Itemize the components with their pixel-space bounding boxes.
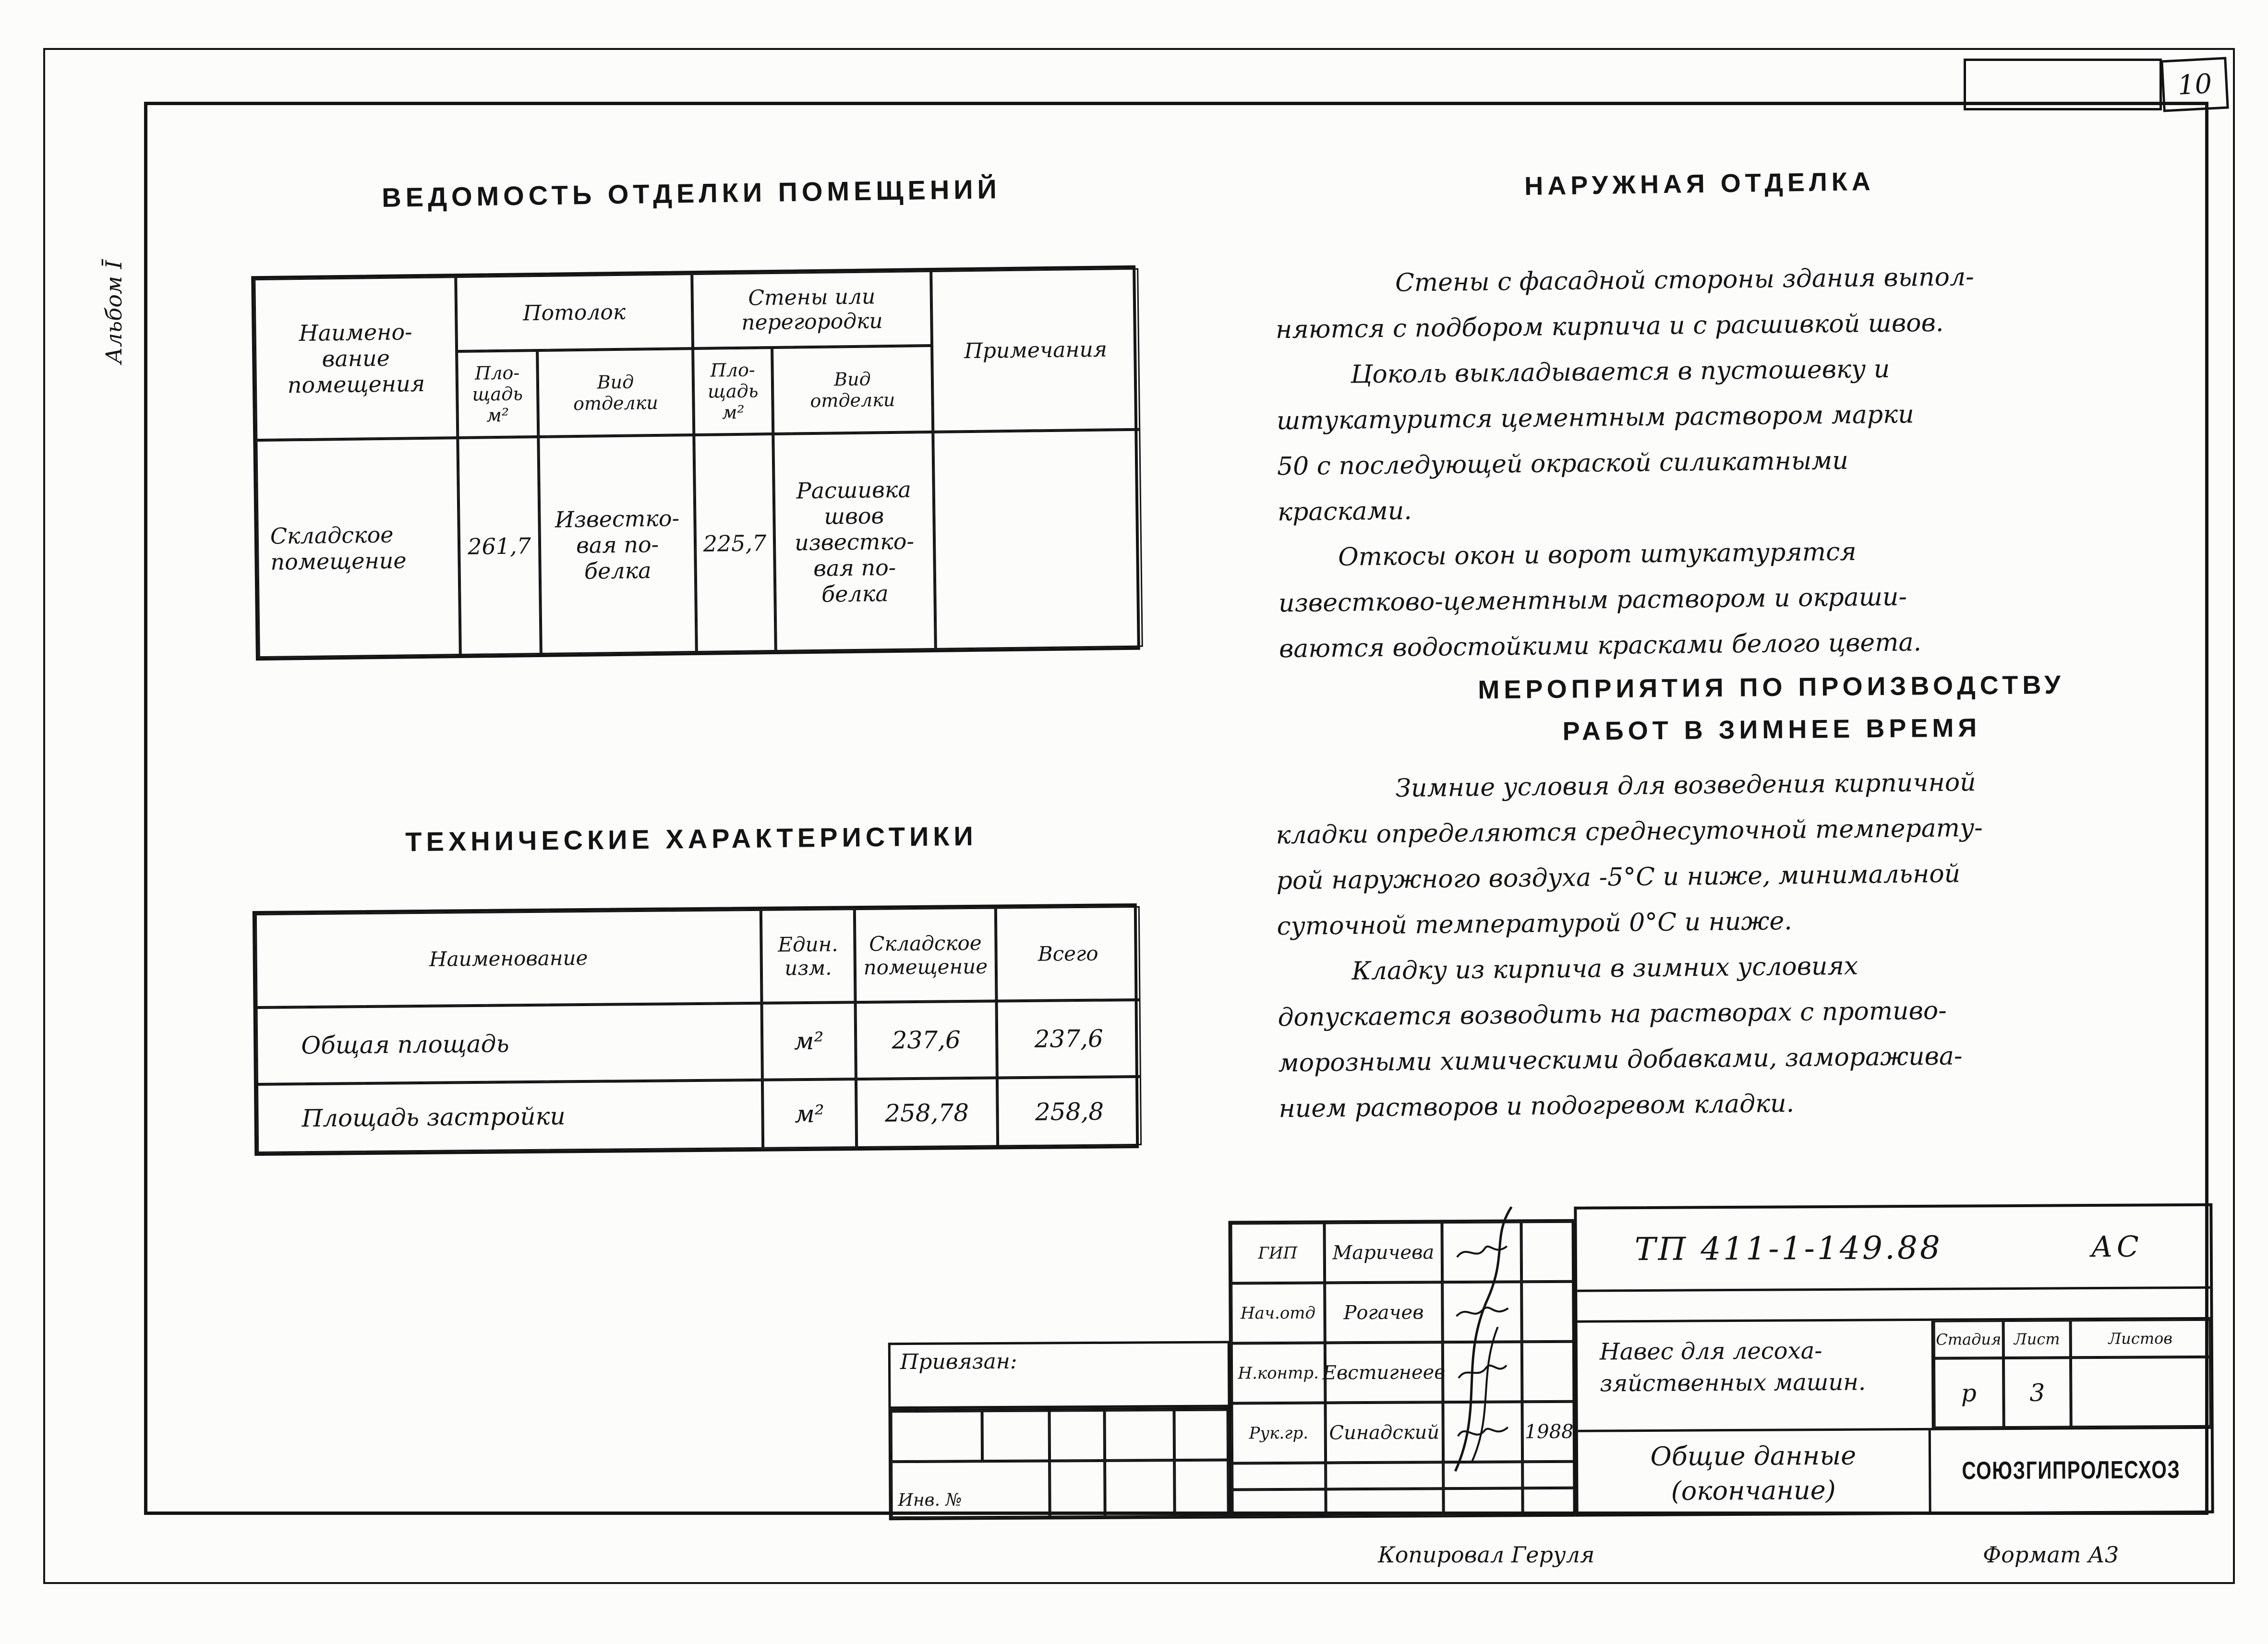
empty-band xyxy=(1577,1289,2210,1323)
tech-header-room: Складское помещение xyxy=(855,908,997,1003)
empty-cell xyxy=(1050,1410,1105,1461)
empty-cell xyxy=(1050,1461,1105,1517)
empty-cell xyxy=(1105,1460,1175,1517)
text-line: Откосы окон и ворот штукатурятся xyxy=(1338,537,1857,572)
text-line: Кладку из кирпича в зимних условиях xyxy=(1351,951,1858,986)
stage-label: Стадия xyxy=(1934,1320,2003,1358)
signer-name: Синадский xyxy=(1325,1402,1443,1463)
document-number-row xyxy=(1577,1206,2210,1292)
empty-cell xyxy=(982,1410,1050,1461)
object-name-line2: зяйственных машин. xyxy=(1600,1368,1866,1397)
empty-cell xyxy=(1105,1410,1175,1461)
text-line: известково-цементным раствором и окраши- xyxy=(1278,582,1907,618)
tech-row-name: Общая площадь xyxy=(256,1003,762,1084)
signer-name: Рогачев xyxy=(1325,1282,1443,1343)
signer-role: Нач.отд xyxy=(1231,1283,1325,1343)
finish-schedule-table xyxy=(251,265,1140,660)
tech-header-total: Всего xyxy=(996,906,1141,1001)
tech-table-title: ТЕХНИЧЕСКИЕ ХАРАКТЕРИСТИКИ xyxy=(405,820,978,857)
subheader-walls-area: Пло- щадь м² xyxy=(693,348,773,435)
inventory-number-label: Инв. № xyxy=(898,1490,962,1511)
winter-works-title-line2: РАБОТ В ЗИМНЕЕ ВРЕМЯ xyxy=(1562,713,1981,746)
row-ceiling-area: 261,7 xyxy=(458,437,541,655)
sheet-value: 3 xyxy=(2003,1357,2071,1428)
signature-strike-icon xyxy=(1425,1202,1551,1481)
organization-cell xyxy=(1930,1429,2211,1512)
object-name-line1: Навес для лесоха- xyxy=(1599,1337,1822,1366)
signer-role: Н.контр. xyxy=(1231,1343,1326,1403)
sheet-label: Лист xyxy=(2003,1320,2071,1358)
tech-row-room-value: 258,78 xyxy=(856,1078,998,1148)
text-line: суточной температурой 0°С и ниже. xyxy=(1277,907,1793,941)
tech-row-total-value: 258,8 xyxy=(997,1077,1142,1147)
sheet-title-row xyxy=(1578,1429,2211,1514)
col-header-notes: Примечания xyxy=(931,268,1140,432)
text-line: морозными химическими добавками, заморажива- xyxy=(1278,1042,1963,1078)
exterior-finish-title: НАРУЖНАЯ ОТДЕЛКА xyxy=(1524,167,1875,201)
tech-row-room-value: 237,6 xyxy=(856,1001,997,1080)
finish-table-title: ВЕДОМОСТЬ ОТДЕЛКИ ПОМЕЩЕНИЙ xyxy=(381,174,1001,213)
header-box-empty xyxy=(1964,59,2162,110)
text-line: Зимние условия для возведения кирпичной xyxy=(1395,768,1976,803)
drawing-set-mark: АС xyxy=(2091,1230,2143,1264)
text-line: 50 с последующей окраской силикатными xyxy=(1277,446,1849,481)
object-name xyxy=(1578,1321,1934,1430)
empty-cell xyxy=(1326,1488,1443,1515)
col-header-room: Наимено- вание помещения xyxy=(254,276,458,440)
row-ceiling-kind: Известко- вая по- белка xyxy=(538,435,697,654)
row-walls-area: 225,7 xyxy=(694,434,776,652)
empty-cell xyxy=(1326,1462,1443,1489)
col-header-ceiling: Потолок xyxy=(456,274,693,351)
text-line: красками. xyxy=(1277,496,1412,527)
text-line: штукатурится цементным раствором марки xyxy=(1276,400,1914,436)
tech-header-unit: Един. изм. xyxy=(761,909,856,1003)
text-line: Стены с фасадной стороны здания выпол- xyxy=(1395,263,1974,298)
sheet-number: 10 xyxy=(2177,68,2213,101)
winter-works-title xyxy=(1440,663,2103,754)
object-and-stage-row xyxy=(1578,1320,2211,1432)
sheet-title-line2: (окончание) xyxy=(1671,1475,1836,1506)
sheets-label: Листов xyxy=(2071,1320,2210,1358)
tech-characteristics-table xyxy=(253,903,1139,1156)
sheet-title xyxy=(1578,1430,1931,1514)
organization-name: СОЮЗГИПРОЛЕСХОЗ xyxy=(1961,1456,2181,1485)
text-line: нием растворов и подогревом кладки. xyxy=(1279,1089,1795,1124)
text-line: Цоколь выкладывается в пустошевку и xyxy=(1350,354,1890,389)
sheet-title-line1: Общие данные xyxy=(1650,1440,1857,1472)
empty-cell xyxy=(1443,1488,1522,1515)
text-line: допускается возводить на растворах с противо- xyxy=(1278,996,1947,1032)
signer-name: Маричева xyxy=(1324,1222,1442,1283)
col-header-walls: Стены или перегородки xyxy=(692,271,932,348)
empty-cell xyxy=(891,1411,983,1462)
title-block-right-panel xyxy=(1574,1203,2214,1517)
empty-cell xyxy=(1232,1489,1326,1516)
row-notes xyxy=(933,430,1143,649)
copied-by-note: Копировал Геруля xyxy=(1378,1542,1595,1568)
tech-header-name: Наименование xyxy=(255,910,762,1008)
empty-cell xyxy=(1174,1460,1229,1517)
winter-works-title-line1: МЕРОПРИЯТИЯ ПО ПРОИЗВОДСТВУ xyxy=(1478,670,2065,705)
subheader-ceiling-kind: Вид отделки xyxy=(537,348,694,437)
empty-cell xyxy=(1232,1463,1326,1489)
tech-row-unit: м² xyxy=(762,1079,857,1149)
stage-value: р xyxy=(1934,1358,2004,1428)
attachment-grid xyxy=(888,1407,1231,1520)
sheets-value xyxy=(2071,1357,2211,1428)
signature-year: 1988 xyxy=(1522,1402,1576,1462)
text-line: рой наружного воздуха -5°С и ниже, минимальной xyxy=(1276,859,1961,896)
signer-role: Рук.гр. xyxy=(1231,1403,1326,1463)
winter-works-text xyxy=(1275,757,2220,1132)
row-walls-kind: Расшивка швов известко- вая по- белка xyxy=(773,432,936,651)
tech-row-total-value: 237,6 xyxy=(997,1000,1141,1078)
text-line: няются с подбором кирпича и с расшивкой швов. xyxy=(1275,308,1944,345)
subheader-ceiling-area: Пло- щадь м² xyxy=(457,350,538,438)
exterior-finish-text xyxy=(1275,252,2220,672)
signer-role: ГИП xyxy=(1231,1223,1325,1283)
sheet-number-box xyxy=(2160,57,2229,112)
document-number: ТП 411-1-149.88 xyxy=(1634,1229,1943,1268)
title-block xyxy=(887,1203,2214,1520)
attachment-block xyxy=(888,1341,1231,1520)
text-line: ваются водостойкими красками белого цвета. xyxy=(1279,628,1922,664)
empty-cell xyxy=(1522,1488,1576,1515)
subheader-walls-kind: Вид отделки xyxy=(772,346,933,434)
stage-grid xyxy=(1934,1320,2211,1428)
tech-row-name: Площадь застройки xyxy=(257,1080,763,1153)
tech-row-unit: м² xyxy=(762,1002,856,1080)
attached-label: Привязан: xyxy=(888,1341,1231,1409)
signer-name: Евстигнеев xyxy=(1325,1342,1443,1403)
format-note: Формат А3 xyxy=(1983,1542,2119,1568)
row-room-name: Складское помещение xyxy=(256,438,460,658)
empty-cell xyxy=(1174,1410,1229,1461)
text-line: кладки определяются среднесуточной температу- xyxy=(1276,813,1983,850)
album-side-label: Альбом Ī xyxy=(101,260,127,364)
